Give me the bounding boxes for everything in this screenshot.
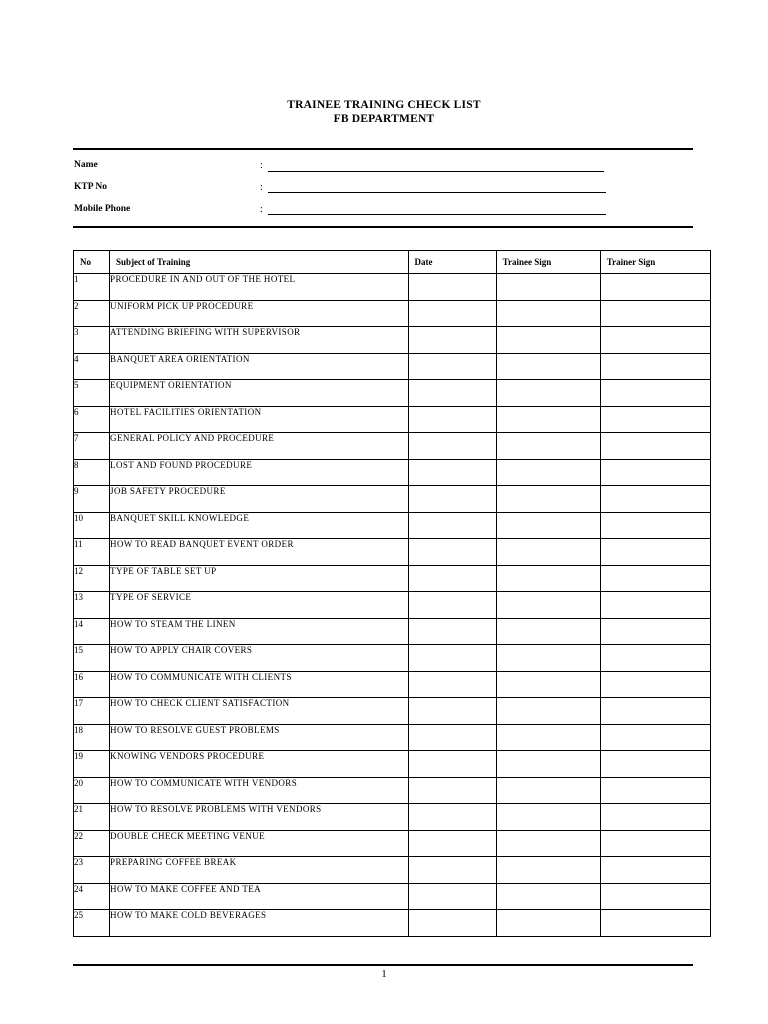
table-row xyxy=(74,830,711,857)
row-number: 17 xyxy=(74,698,110,725)
row-number: 12 xyxy=(74,565,110,592)
date-cell[interactable] xyxy=(408,830,496,857)
training-subject: HOW TO RESOLVE GUEST PROBLEMS xyxy=(110,724,408,751)
header-trainer-sign: Trainer Sign xyxy=(600,251,710,274)
trainee-sign-cell[interactable] xyxy=(496,300,600,327)
row-number: 6 xyxy=(74,406,110,433)
mobile-phone-label: Mobile Phone xyxy=(74,204,131,214)
date-cell[interactable] xyxy=(408,777,496,804)
trainer-sign-cell[interactable] xyxy=(600,804,710,831)
name-label: Name xyxy=(74,160,98,170)
trainee-sign-cell[interactable] xyxy=(496,883,600,910)
training-subject: PREPARING COFFEE BREAK xyxy=(110,857,408,884)
table-row xyxy=(74,274,711,301)
training-subject: JOB SAFETY PROCEDURE xyxy=(110,486,408,513)
trainer-sign-cell[interactable] xyxy=(600,724,710,751)
table-body xyxy=(74,274,711,937)
date-cell[interactable] xyxy=(408,592,496,619)
trainer-sign-cell[interactable] xyxy=(600,274,710,301)
training-subject: HOW TO APPLY CHAIR COVERS xyxy=(110,645,408,672)
trainer-sign-cell[interactable] xyxy=(600,433,710,460)
training-subject: HOTEL FACILITIES ORIENTATION xyxy=(110,406,408,433)
date-cell[interactable] xyxy=(408,433,496,460)
training-subject: PROCEDURE IN AND OUT OF THE HOTEL xyxy=(110,274,408,301)
trainer-sign-cell[interactable] xyxy=(600,751,710,778)
date-cell[interactable] xyxy=(408,857,496,884)
row-number: 21 xyxy=(74,804,110,831)
trainer-sign-cell[interactable] xyxy=(600,645,710,672)
row-number: 22 xyxy=(74,830,110,857)
table-row xyxy=(74,512,711,539)
trainer-sign-cell[interactable] xyxy=(600,459,710,486)
training-subject: DOUBLE CHECK MEETING VENUE xyxy=(110,830,408,857)
table-row xyxy=(74,804,711,831)
name-colon: : xyxy=(260,160,263,171)
table-row xyxy=(74,380,711,407)
middle-divider xyxy=(73,226,693,228)
trainer-sign-cell[interactable] xyxy=(600,327,710,354)
trainee-sign-cell[interactable] xyxy=(496,671,600,698)
table-row xyxy=(74,459,711,486)
training-subject: HOW TO CHECK CLIENT SATISFACTION xyxy=(110,698,408,725)
row-number: 19 xyxy=(74,751,110,778)
date-cell[interactable] xyxy=(408,327,496,354)
top-divider xyxy=(73,148,693,150)
table-row xyxy=(74,618,711,645)
name-field-line[interactable] xyxy=(268,171,604,172)
row-number: 8 xyxy=(74,459,110,486)
date-cell[interactable] xyxy=(408,910,496,937)
trainer-sign-cell[interactable] xyxy=(600,777,710,804)
table-row xyxy=(74,751,711,778)
trainee-sign-cell[interactable] xyxy=(496,751,600,778)
date-cell[interactable] xyxy=(408,353,496,380)
ktp-field-line[interactable] xyxy=(268,192,606,193)
mobile-phone-colon: : xyxy=(260,204,263,215)
training-subject: HOW TO MAKE COLD BEVERAGES xyxy=(110,910,408,937)
training-subject: UNIFORM PICK UP PROCEDURE xyxy=(110,300,408,327)
date-cell[interactable] xyxy=(408,804,496,831)
trainer-sign-cell[interactable] xyxy=(600,380,710,407)
row-number: 10 xyxy=(74,512,110,539)
header-trainee-sign: Trainee Sign xyxy=(496,251,600,274)
trainee-sign-cell[interactable] xyxy=(496,645,600,672)
trainer-sign-cell[interactable] xyxy=(600,486,710,513)
date-cell[interactable] xyxy=(408,618,496,645)
mobile-phone-field-line[interactable] xyxy=(268,214,606,215)
training-subject: TYPE OF SERVICE xyxy=(110,592,408,619)
trainee-sign-cell[interactable] xyxy=(496,857,600,884)
training-subject: HOW TO COMMUNICATE WITH CLIENTS xyxy=(110,671,408,698)
date-cell[interactable] xyxy=(408,671,496,698)
trainer-sign-cell[interactable] xyxy=(600,857,710,884)
training-subject: HOW TO STEAM THE LINEN xyxy=(110,618,408,645)
training-subject: HOW TO RESOLVE PROBLEMS WITH VENDORS xyxy=(110,804,408,831)
table-row xyxy=(74,300,711,327)
row-number: 23 xyxy=(74,857,110,884)
training-subject: KNOWING VENDORS PROCEDURE xyxy=(110,751,408,778)
table-row xyxy=(74,724,711,751)
training-subject: HOW TO MAKE COFFEE AND TEA xyxy=(110,883,408,910)
training-subject: EQUIPMENT ORIENTATION xyxy=(110,380,408,407)
trainee-sign-cell[interactable] xyxy=(496,804,600,831)
date-cell[interactable] xyxy=(408,380,496,407)
row-number: 9 xyxy=(74,486,110,513)
header-date: Date xyxy=(408,251,496,274)
training-subject: LOST AND FOUND PROCEDURE xyxy=(110,459,408,486)
table-row xyxy=(74,433,711,460)
date-cell[interactable] xyxy=(408,565,496,592)
trainee-sign-cell[interactable] xyxy=(496,327,600,354)
trainee-sign-cell[interactable] xyxy=(496,539,600,566)
trainer-sign-cell[interactable] xyxy=(600,512,710,539)
table-row xyxy=(74,857,711,884)
training-checklist-table xyxy=(73,250,711,937)
table-row xyxy=(74,327,711,354)
row-number: 18 xyxy=(74,724,110,751)
row-number: 1 xyxy=(74,274,110,301)
trainee-sign-cell[interactable] xyxy=(496,459,600,486)
trainer-sign-cell[interactable] xyxy=(600,353,710,380)
row-number: 15 xyxy=(74,645,110,672)
trainee-sign-cell[interactable] xyxy=(496,910,600,937)
date-cell[interactable] xyxy=(408,512,496,539)
row-number: 24 xyxy=(74,883,110,910)
training-subject: TYPE OF TABLE SET UP xyxy=(110,565,408,592)
date-cell[interactable] xyxy=(408,459,496,486)
table-row xyxy=(74,592,711,619)
trainer-sign-cell[interactable] xyxy=(600,565,710,592)
trainee-sign-cell[interactable] xyxy=(496,618,600,645)
table-row xyxy=(74,883,711,910)
date-cell[interactable] xyxy=(408,724,496,751)
trainer-sign-cell[interactable] xyxy=(600,618,710,645)
row-number: 2 xyxy=(74,300,110,327)
document-title: TRAINEE TRAINING CHECK LIST xyxy=(287,99,481,111)
date-cell[interactable] xyxy=(408,645,496,672)
table-row xyxy=(74,777,711,804)
row-number: 5 xyxy=(74,380,110,407)
trainee-sign-cell[interactable] xyxy=(496,274,600,301)
trainee-sign-cell[interactable] xyxy=(496,433,600,460)
date-cell[interactable] xyxy=(408,274,496,301)
row-number: 4 xyxy=(74,353,110,380)
row-number: 3 xyxy=(74,327,110,354)
training-subject: HOW TO COMMUNICATE WITH VENDORS xyxy=(110,777,408,804)
table-row xyxy=(74,698,711,725)
row-number: 7 xyxy=(74,433,110,460)
training-subject: HOW TO READ BANQUET EVENT ORDER xyxy=(110,539,408,566)
date-cell[interactable] xyxy=(408,883,496,910)
trainer-sign-cell[interactable] xyxy=(600,883,710,910)
date-cell[interactable] xyxy=(408,539,496,566)
trainee-sign-cell[interactable] xyxy=(496,724,600,751)
trainer-sign-cell[interactable] xyxy=(600,300,710,327)
training-subject: BANQUET SKILL KNOWLEDGE xyxy=(110,512,408,539)
row-number: 13 xyxy=(74,592,110,619)
table-row xyxy=(74,353,711,380)
training-subject: BANQUET AREA ORIENTATION xyxy=(110,353,408,380)
trainee-sign-cell[interactable] xyxy=(496,592,600,619)
table-row xyxy=(74,645,711,672)
trainee-sign-cell[interactable] xyxy=(496,698,600,725)
trainer-sign-cell[interactable] xyxy=(600,698,710,725)
ktp-label: KTP No xyxy=(74,182,107,192)
table-row xyxy=(74,406,711,433)
document-subtitle: FB DEPARTMENT xyxy=(333,113,435,125)
row-number: 16 xyxy=(74,671,110,698)
ktp-colon: : xyxy=(260,182,263,193)
trainee-sign-cell[interactable] xyxy=(496,353,600,380)
header-subject: Subject of Training xyxy=(110,251,408,274)
trainee-sign-cell[interactable] xyxy=(496,512,600,539)
table-row xyxy=(74,910,711,937)
row-number: 11 xyxy=(74,539,110,566)
trainee-sign-cell[interactable] xyxy=(496,777,600,804)
table-row xyxy=(74,539,711,566)
trainee-sign-cell[interactable] xyxy=(496,380,600,407)
trainee-sign-cell[interactable] xyxy=(496,565,600,592)
trainer-sign-cell[interactable] xyxy=(600,406,710,433)
row-number: 25 xyxy=(74,910,110,937)
date-cell[interactable] xyxy=(408,486,496,513)
row-number: 20 xyxy=(74,777,110,804)
training-subject: GENERAL POLICY AND PROCEDURE xyxy=(110,433,408,460)
trainer-sign-cell[interactable] xyxy=(600,830,710,857)
trainee-sign-cell[interactable] xyxy=(496,830,600,857)
trainer-sign-cell[interactable] xyxy=(600,592,710,619)
date-cell[interactable] xyxy=(408,751,496,778)
date-cell[interactable] xyxy=(408,698,496,725)
row-number: 14 xyxy=(74,618,110,645)
training-subject: ATTENDING BRIEFING WITH SUPERVISOR xyxy=(110,327,408,354)
page-number: 1 xyxy=(381,968,387,980)
table-header-row xyxy=(74,251,711,274)
date-cell[interactable] xyxy=(408,406,496,433)
trainer-sign-cell[interactable] xyxy=(600,910,710,937)
footer-divider xyxy=(73,964,693,966)
header-no: No xyxy=(74,251,110,274)
trainer-sign-cell[interactable] xyxy=(600,539,710,566)
date-cell[interactable] xyxy=(408,300,496,327)
table-row xyxy=(74,565,711,592)
trainee-sign-cell[interactable] xyxy=(496,406,600,433)
table-row xyxy=(74,671,711,698)
trainer-sign-cell[interactable] xyxy=(600,671,710,698)
trainee-sign-cell[interactable] xyxy=(496,486,600,513)
table-row xyxy=(74,486,711,513)
